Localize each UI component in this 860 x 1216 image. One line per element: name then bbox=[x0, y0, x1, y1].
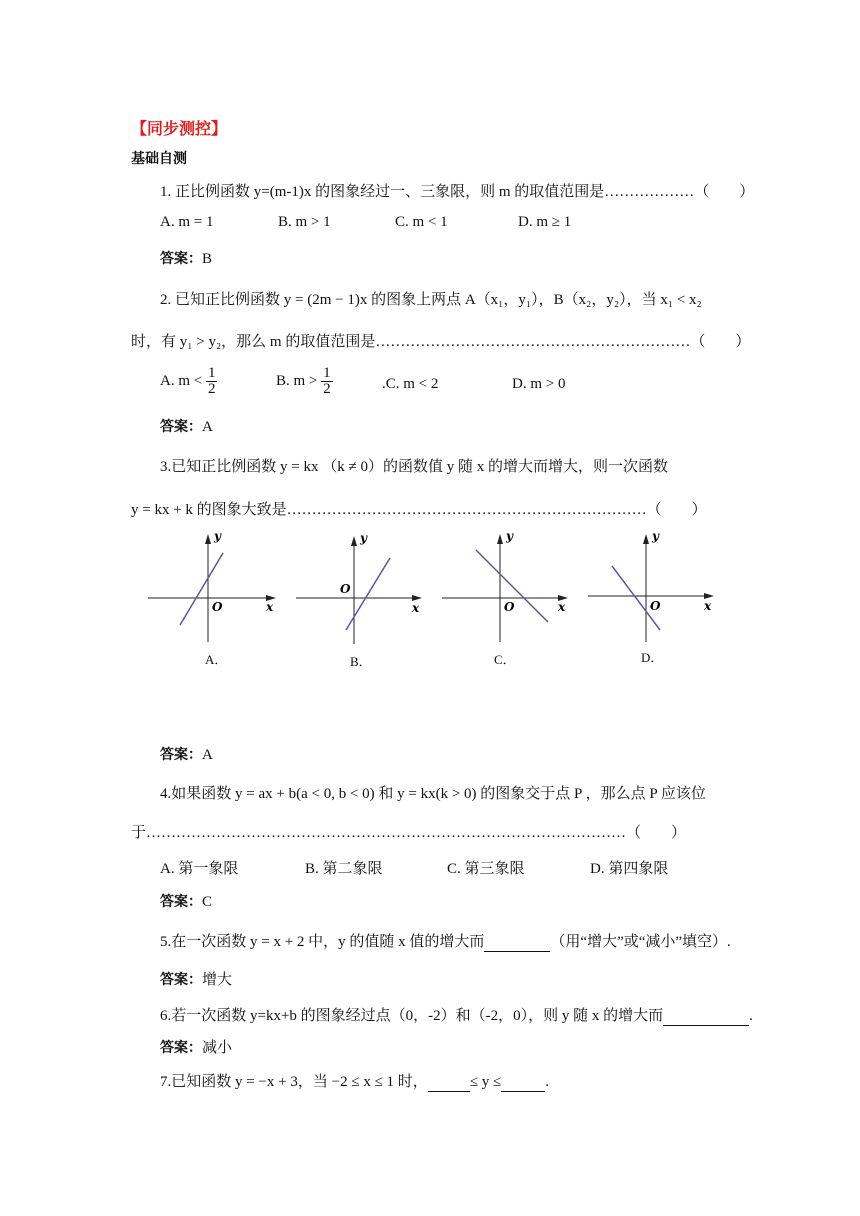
q2-line1: 2. 已知正比例函数 y = (2m − 1)x 的图象上两点 A（x₁，y₁），B（x₂，y₂），当 x₁ < x₂ bbox=[160, 292, 702, 308]
q2-answer: 答案：A bbox=[160, 419, 213, 435]
q5-answer-value: 增大 bbox=[202, 972, 233, 988]
graph-a-label: A． bbox=[205, 652, 228, 667]
graph-b bbox=[294, 532, 424, 647]
graph-c-label: C． bbox=[494, 652, 516, 667]
q2-line2: 时，有 y₁ > y₂，那么 m 的取值范围是………………………………………………………（ ） bbox=[131, 334, 751, 350]
q4-line2: 于……………………………………………………………………………………（ ） bbox=[131, 825, 687, 841]
q2-answer-value: A bbox=[202, 419, 213, 435]
q4-option-d: D. 第四象限 bbox=[590, 861, 669, 877]
q2-option-a: A. m < $\frac{1}{2}$ bbox=[160, 365, 216, 397]
q4-answer-value: C bbox=[202, 894, 213, 910]
q1-option-d: D. m ≥ 1 bbox=[518, 214, 572, 230]
q2-option-c: .C. m < 2 bbox=[382, 376, 439, 392]
q4-answer: 答案：C bbox=[160, 894, 213, 910]
q6-text: 6.若一次函数 y=kx+b 的图象经过点（0，-2）和（-2，0），则 y 随 x 的增大而 . bbox=[160, 1008, 753, 1024]
q5-text: 5.在一次函数 y = x + 2 中，y 的值随 x 值的增大而 （用“增大”或“减小”填空）. bbox=[160, 934, 731, 950]
svg-text:O: O bbox=[340, 582, 351, 596]
q6-answer-value: 减小 bbox=[202, 1040, 233, 1056]
answer-label: 答案 bbox=[160, 251, 188, 267]
graph-a-origin: O bbox=[212, 600, 223, 614]
q6-answer: 答案：减小 bbox=[160, 1040, 233, 1056]
q2-option-d: D. m > 0 bbox=[512, 376, 566, 392]
q1-option-c: C. m < 1 bbox=[395, 214, 448, 230]
q2-option-b: B. m > $\frac{1}{2}$ bbox=[276, 365, 331, 397]
q1-option-a: A. m = 1 bbox=[160, 214, 214, 230]
svg-text:y: y bbox=[652, 530, 659, 543]
svg-text:x: x bbox=[412, 601, 420, 615]
q3-answer-value: A bbox=[202, 747, 213, 763]
section-title: 【同步测控】 bbox=[131, 119, 228, 138]
svg-text:x: x bbox=[558, 600, 566, 614]
graph-b-label: B． bbox=[350, 654, 372, 669]
subsection-title: 基础自测 bbox=[131, 151, 187, 167]
q7-text: 7.已知函数 y = −x + 3，当 −2 ≤ x ≤ 1 时， ≤ y ≤ . bbox=[160, 1074, 550, 1090]
q1-answer-value: B bbox=[202, 251, 213, 267]
svg-text:O: O bbox=[504, 600, 515, 614]
q4-option-b: B. 第二象限 bbox=[305, 861, 383, 877]
svg-text:y: y bbox=[506, 530, 513, 543]
graph-c bbox=[440, 530, 570, 645]
svg-text:x: x bbox=[704, 599, 712, 613]
q4-line1: 4.如果函数 y = ax + b(a < 0, b < 0) 和 y = kx(k > 0) 的图象交于点 P ，那么点 P 应该位 bbox=[160, 786, 706, 802]
q3-line2: y = kx + k 的图象大致是………………………………………………………………（ ） bbox=[131, 502, 707, 518]
svg-text:O: O bbox=[650, 599, 661, 613]
graph-a-y-label: y bbox=[214, 530, 221, 543]
q1-option-b: B. m > 1 bbox=[278, 214, 331, 230]
graph-a bbox=[148, 530, 278, 645]
q3-answer: 答案：A bbox=[160, 747, 213, 763]
q4-option-c: C. 第三象限 bbox=[447, 861, 525, 877]
q1-answer: 答案：B bbox=[160, 251, 213, 267]
q1-text: 1. 正比例函数 y=(m-1)x 的图象经过一、三象限，则 m 的取值范围是………………（ ） bbox=[160, 184, 755, 200]
q5-answer: 答案：增大 bbox=[160, 972, 233, 988]
graph-d bbox=[586, 530, 716, 645]
q4-option-a: A. 第一象限 bbox=[160, 861, 239, 877]
graph-a-x-label: x bbox=[266, 600, 274, 614]
graph-d-label: D． bbox=[641, 650, 664, 665]
q3-line1: 3.已知正比例函数 y = kx （k ≠ 0）的函数值 y 随 x 的增大而增大，则一次函数 bbox=[160, 459, 668, 475]
svg-text:y: y bbox=[360, 532, 367, 545]
